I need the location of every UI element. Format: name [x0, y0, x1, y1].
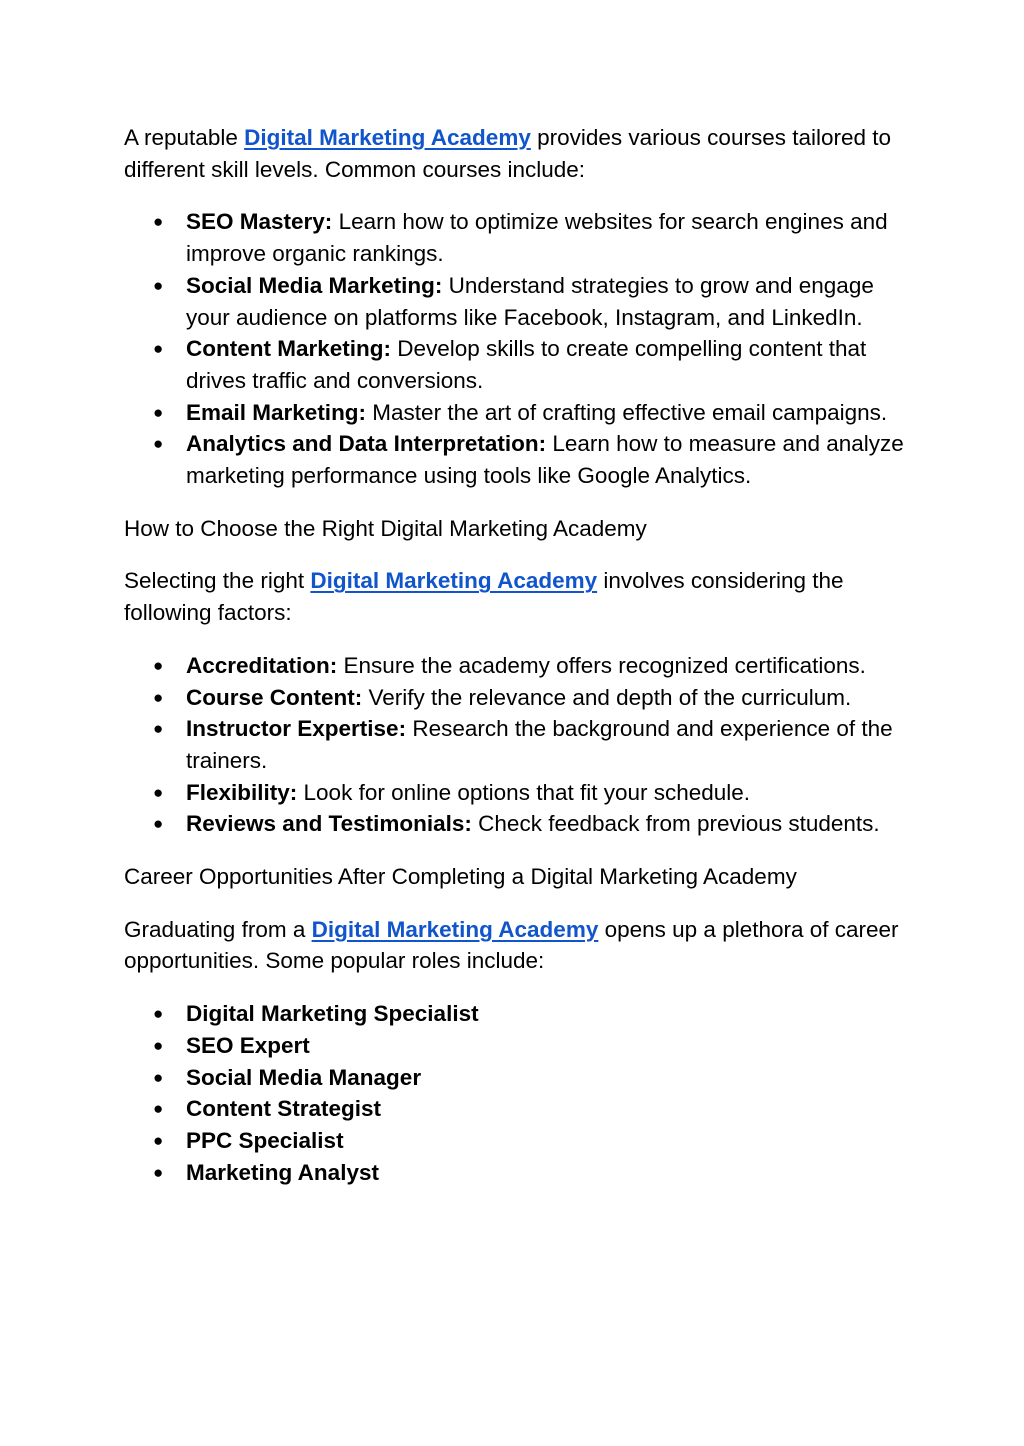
bullet-icon: ● [153, 1162, 164, 1182]
roles-list [124, 998, 904, 1188]
bullet-icon: ● [153, 339, 164, 359]
document-page [124, 122, 904, 1188]
bullet-icon: ● [153, 719, 164, 739]
role-label: Digital Marketing Specialist [186, 1001, 479, 1027]
factor-term: Accreditation: [186, 652, 338, 678]
graduating-academy-link[interactable]: Digital Marketing Academy [311, 916, 599, 942]
graduating-paragraph [124, 914, 904, 977]
heading-career: Career Opportunities After Completing a Digital Marketing Academy [124, 864, 797, 890]
select-text-after: involves considering the following factors: [124, 568, 844, 626]
graduating-text-before: Graduating from a [124, 916, 312, 942]
role-label: SEO Expert [186, 1032, 310, 1058]
factor-desc: Research the background and experience of the trainers. [186, 716, 893, 773]
intro-paragraph [124, 122, 904, 185]
list-item [124, 1157, 904, 1189]
course-desc: Learn how to measure and analyze marketing performance using tools like Google Analytics. [186, 431, 904, 489]
bullet-icon: ● [153, 402, 164, 422]
factor-term: Instructor Expertise: [186, 716, 407, 742]
list-item [124, 713, 904, 776]
list-item [124, 1062, 904, 1094]
bullet-icon: ● [153, 1067, 164, 1087]
bullet-icon: ● [153, 655, 164, 675]
course-term: SEO Mastery: [186, 209, 333, 235]
list-item [124, 682, 904, 714]
list-item [124, 397, 904, 429]
graduating-text-after: opens up a plethora of career opportunities. Some popular roles include: [124, 916, 899, 974]
select-paragraph [124, 565, 904, 628]
factor-desc: Check feedback from previous students. [471, 811, 880, 837]
course-desc: Develop skills to create compelling content that drives traffic and conversions. [186, 336, 867, 393]
list-item [124, 1125, 904, 1157]
list-item [124, 808, 904, 840]
list-item [124, 650, 904, 682]
bullet-icon: ● [153, 814, 164, 834]
role-label: Marketing Analyst [186, 1159, 379, 1185]
bullet-icon: ● [153, 212, 164, 232]
course-desc: Learn how to optimize websites for search engines and improve organic rankings. [186, 209, 888, 267]
list-item [124, 333, 904, 396]
course-term: Analytics and Data Interpretation: [186, 431, 547, 457]
list-item [124, 1030, 904, 1062]
bullet-icon: ● [153, 434, 164, 454]
factor-desc: Ensure the academy offers recognized certifications. [337, 652, 866, 678]
role-label: PPC Specialist [186, 1127, 344, 1153]
bullet-icon: ● [153, 1130, 164, 1150]
factor-desc: Look for online options that fit your schedule. [297, 779, 751, 805]
bullet-icon: ● [153, 1035, 164, 1055]
bullet-icon: ● [153, 1099, 164, 1119]
bullet-icon: ● [153, 687, 164, 707]
list-item [124, 1093, 904, 1125]
heading-choose: How to Choose the Right Digital Marketing Academy [124, 515, 647, 541]
list-item [124, 777, 904, 809]
bullet-icon: ● [153, 1004, 164, 1024]
factor-term: Course Content: [186, 684, 363, 710]
role-label: Social Media Manager [186, 1064, 422, 1090]
factor-desc: Verify the relevance and depth of the curriculum. [362, 684, 852, 710]
factor-term: Flexibility: [186, 779, 298, 805]
course-term: Email Marketing: [186, 399, 367, 425]
list-item [124, 998, 904, 1030]
intro-academy-link[interactable]: Digital Marketing Academy [244, 125, 531, 150]
bullet-icon: ● [153, 782, 164, 802]
intro-text-after: provides various courses tailored to different skill levels. Common courses include: [124, 125, 892, 182]
select-academy-link[interactable]: Digital Marketing Academy [310, 568, 598, 594]
role-label: Content Strategist [186, 1096, 382, 1122]
course-term: Content Marketing: [186, 336, 391, 362]
list-item [124, 428, 904, 491]
courses-list [124, 206, 904, 491]
course-term: Social Media Marketing: [186, 272, 443, 298]
intro-text-before: A reputable [124, 125, 245, 150]
course-desc: Master the art of crafting effective email campaigns. [366, 399, 888, 425]
course-desc: Understand strategies to grow and engage your audience on platforms like Facebook, Instagram, and LinkedIn. [186, 272, 874, 330]
list-item [124, 206, 904, 269]
factors-list [124, 650, 904, 840]
bullet-icon: ● [153, 275, 164, 295]
factor-term: Reviews and Testimonials: [186, 811, 472, 837]
select-text-before: Selecting the right [124, 568, 311, 594]
list-item [124, 270, 904, 333]
